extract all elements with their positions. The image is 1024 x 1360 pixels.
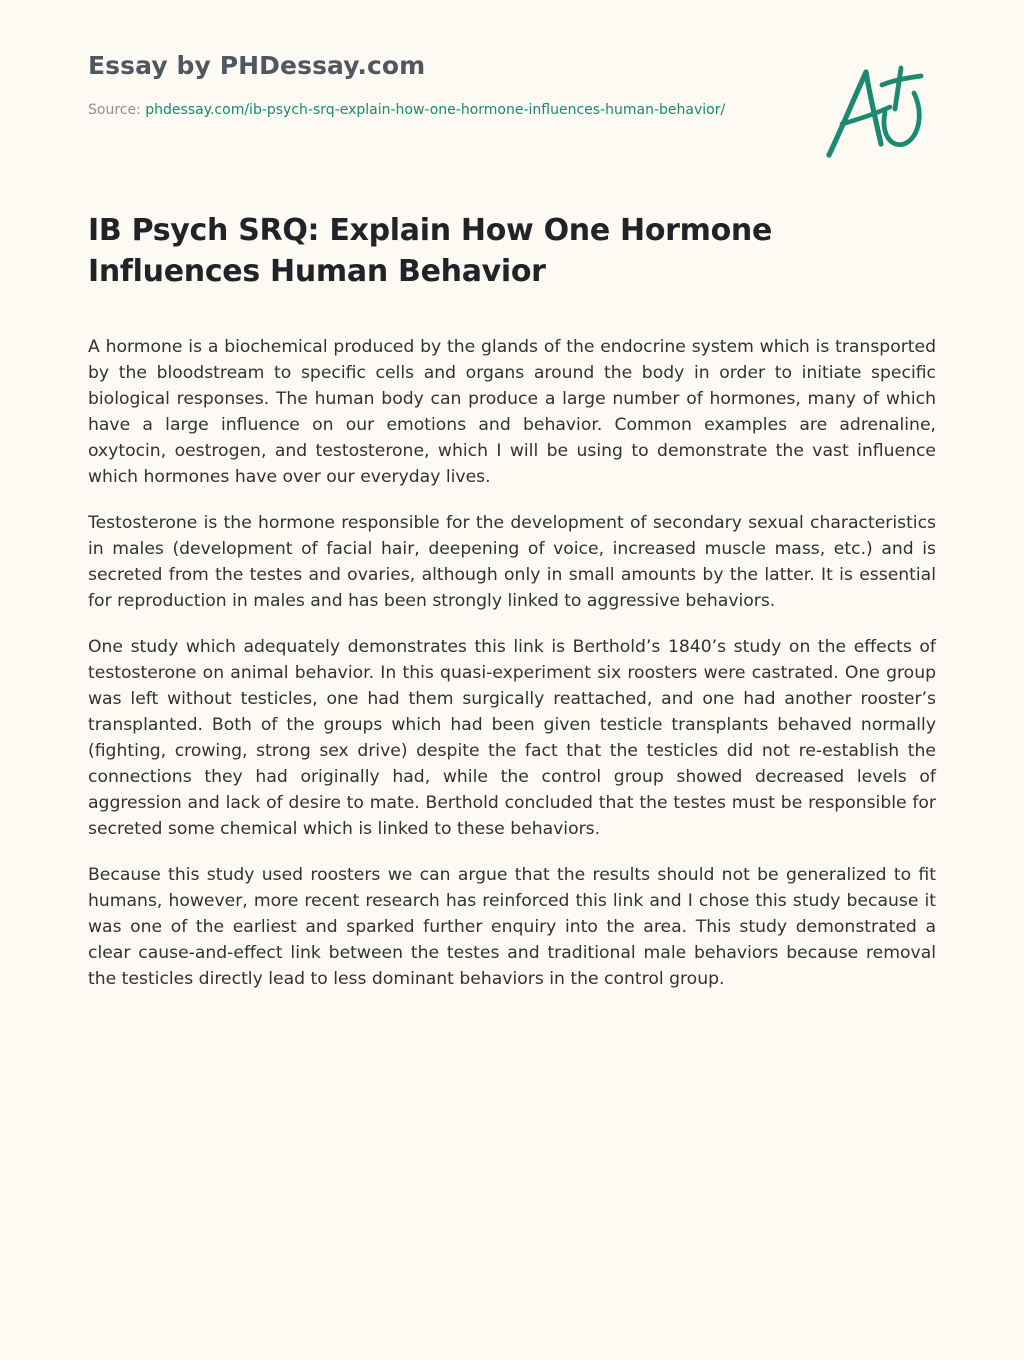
brand-title: Essay by PHDessay.com [88,51,426,80]
source-line [88,100,728,121]
source-link[interactable]: phdessay.com/ib-psych-srq-explain-how-one-hormone-influences-human-behavior/ [145,102,726,118]
essay-paragraph: Testosterone is the hormone responsible for the development of secondary sexual characteristics in males (development of facial hair, deepening of voice, increased muscle mass, etc.) and is secreted from the testes and ovaries, although only in small amounts by the latter. It is essential for reproduction in males and has been strongly linked to aggressive behaviors. [88,513,936,611]
essay-paragraph: A hormone is a biochemical produced by the glands of the endocrine system which is transported by the bloodstream to specific cells and organs around the body in order to initiate specific biological responses. The human body can produce a large number of hormones, many of which have a large influence on our emotions and behavior. Common examples are adrenaline, oxytocin, oestrogen, and testosterone, which I will be using to demonstrate the vast influence which hormones have over our everyday lives. [88,337,936,487]
essay-paragraph: Because this study used roosters we can argue that the results should not be generalized to fit humans, however, more recent research has reinforced this link and I chose this study because it was one of the earliest and sparked further enquiry into the area. This study demonstrated a clear cause-and-effect link between the testes and traditional male behaviors because removal the testicles directly lead to less dominant behaviors in the control group. [88,865,936,989]
source-label: Source: [88,102,141,118]
essay-body [88,334,936,1012]
essay-title: IB Psych SRQ: Explain How One Hormone Influences Human Behavior [88,213,773,289]
essay-paragraph: One study which adequately demonstrates this link is Berthold’s 1840’s study on the effects of testosterone on animal behavior. In this quasi-experiment six roosters were castrated. One group was left without testicles, one had them surgically reattached, and one had another rooster’s transplanted. Both of the groups which had been given testicle transplants behaved normally (fighting, crowing, strong sex drive) despite the fact that the testicles did not re-establish the connections they had originally had, while the control group showed decreased levels of aggression and lack of desire to mate. Berthold concluded that the testes must be responsible for secreted some chemical which is linked to these behaviors. [88,637,936,839]
a-plus-logo [818,64,930,164]
